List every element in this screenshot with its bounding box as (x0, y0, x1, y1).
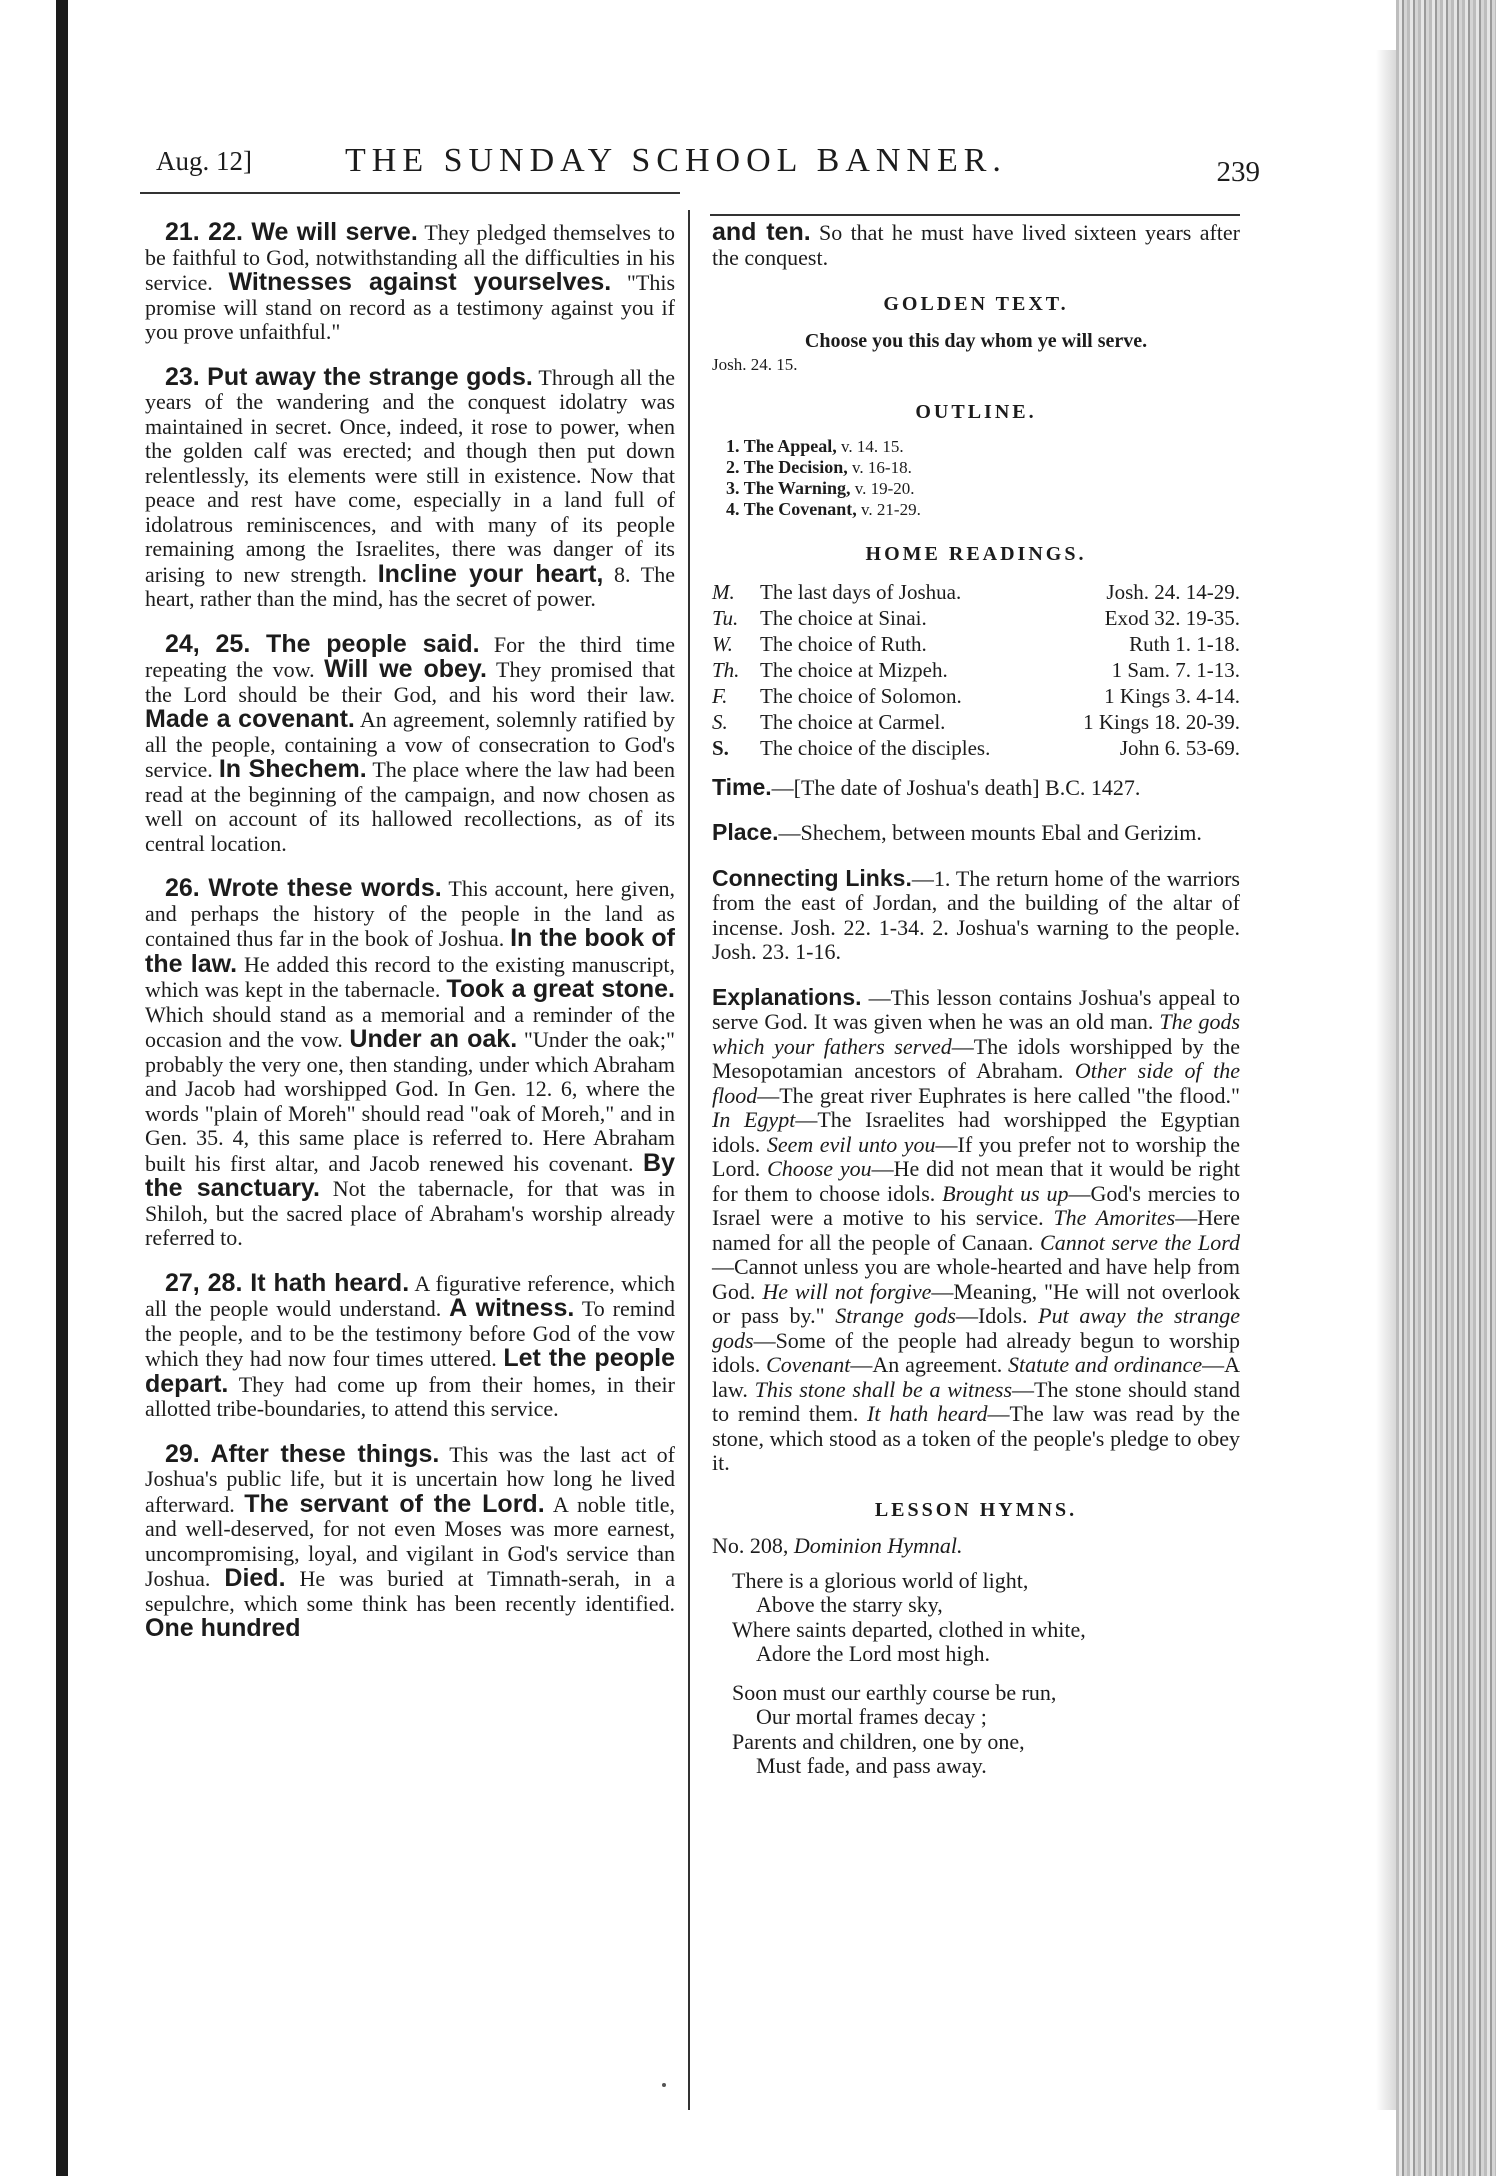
place-paragraph (712, 820, 1240, 846)
note-text: They pledged themselves to be faithful to God, notwithstanding all the difficulties in his service. (145, 220, 675, 295)
outline-item: 1. The Appeal, v. 14. 15. (726, 436, 904, 456)
verse-line: Adore the Lord most high. (756, 1641, 991, 1666)
note-text: To remind the people, and to be the testimony before God of the vow which they had now four times uttered. (145, 1296, 675, 1371)
explanation-text: —The idols worshipped by the Mesopotamian ancestors of Abraham. (712, 1033, 1240, 1083)
note-text: They had come up from their homes, in their allotted tribe-boundaries, to attend this service. (145, 1371, 675, 1421)
note-text: 8. The heart, rather than the mind, has the secret of power. (145, 561, 675, 611)
note-text: This was the last act of Joshua's public life, but it is uncertain how long he lived afterward. (145, 1441, 675, 1517)
explanation-text: —Here named for all the people of Canaan. (712, 1205, 1240, 1255)
explanation-term: This stone shall be a witness (754, 1376, 1013, 1402)
verse-line: Parents and children, one by one, (732, 1728, 1025, 1754)
note-keyword: 27, 28. It hath heard. (165, 1268, 410, 1297)
explanation-text: —The stone should stand to remind them. (712, 1376, 1241, 1426)
golden-text-heading: GOLDEN TEXT. (883, 293, 1069, 315)
explanation-term: He will not forgive (762, 1278, 932, 1304)
explanation-text: —If you prefer not to worship the Lord. (712, 1131, 1240, 1181)
note-text: Which should stand as a memorial and a reminder of the occasion and the vow. (145, 1001, 675, 1052)
note-keyword: 24, 25. The people said. (165, 629, 480, 658)
note-text: They promised that the Lord should be their God, and his word their law. (145, 657, 676, 707)
note-keyword: and ten. (712, 218, 811, 246)
note-keyword: 23. Put away the strange gods. (165, 362, 533, 391)
explanation-term: Brought us up (942, 1180, 1069, 1206)
print-speck (662, 2083, 666, 2087)
hymn-number: No. 208, (712, 1533, 789, 1558)
reading-row: Th. The choice at Mizpeh. 1 Sam. 7. 1-13. (712, 657, 1240, 682)
explanation-text: —The law was read by the stone, which stood as a token of the people's pledge to obey it. (712, 1401, 1240, 1475)
explanation-text: —Some of the people had already begun to worship idols. (712, 1327, 1240, 1377)
note-text: He added this record to the existing manuscript, which was kept in the tabernacle. (145, 951, 676, 1002)
explanation-text: —The Israelites had worshipped the Egyptian idols. (712, 1107, 1240, 1157)
outline-heading: OUTLINE. (915, 400, 1037, 423)
verse-line: Where saints departed, clothed in white, (732, 1616, 1086, 1642)
explanation-text: —Idols. (955, 1303, 1039, 1328)
note-text: "This promise will stand on record as a testimony against you if you prove unfaithful." (145, 270, 676, 344)
connecting-links-label: Connecting Links. (712, 864, 912, 891)
place-text: —Shechem, between mounts Ebal and Gerizim. (778, 820, 1202, 845)
explanation-text: —God's mercies to Israel were a motive to his service. (712, 1180, 1241, 1230)
note-keyword: The servant of the Lord. (244, 1489, 545, 1518)
note-keyword: A witness. (449, 1294, 575, 1322)
home-readings-heading: HOME READINGS. (865, 543, 1087, 565)
verse-line: Above the starry sky, (756, 1592, 943, 1617)
explanation-term: Seem evil unto you (766, 1131, 936, 1157)
note-keyword: In Shechem. (218, 755, 367, 783)
page-curl-shadow (1376, 50, 1396, 2110)
time-text: —[The date of Joshua's death] B.C. 1427. (771, 774, 1141, 800)
explanation-text: —Cannot unless you are whole-hearted and have help from God. (712, 1254, 1240, 1304)
hymn-source: Dominion Hymnal. (793, 1533, 963, 1558)
note-keyword: 26. Wrote these words. (165, 874, 442, 902)
page-number: 239 (1216, 156, 1260, 188)
note-keyword: Incline your heart, (377, 559, 604, 588)
explanation-text: —The great river Euphrates is here called "the flood." (757, 1082, 1240, 1108)
note-keyword: One hundred (145, 1614, 301, 1642)
note-keyword: Witnesses against yourselves. (228, 268, 612, 296)
note-text: Through all the years of the wandering and the conquest idolatry was maintained in secret. Once, indeed, it rose to power, when the golden calf was erected; and though then put down relentlessly, its elements were still in existence. Now that peace and rest have come, especially in a land full of idolatrous reminiscences, and with many of its people remaining among the Israelites, there was danger of its arising to new strength. (145, 364, 675, 587)
outline-item: 3. The Warning, v. 19-20. (726, 478, 915, 498)
reading-row: Tu. The choice at Sinai. Exod 32. 19-35. (712, 605, 1240, 630)
note-keyword: Died. (224, 1564, 286, 1592)
note-paragraph (145, 362, 675, 612)
verse-line: Our mortal frames decay ; (756, 1704, 987, 1729)
reading-row: S. The choice at Carmel. 1 Kings 18. 20-39. (712, 709, 1240, 734)
explanation-text: —Meaning, "He will not overlook or pass by." (712, 1278, 1241, 1328)
note-keyword: Let the people depart. (145, 1344, 675, 1398)
note-text: "Under the oak;" probably the very one, then standing, under which Abraham and Jacob had worshipped God. In Gen. 12. 6, where the words "plain of Moreh" should read "oak of Moreh," and in Gen. 35. 4, this same place is referred to. Here Abraham built his first altar, and Jacob renewed his covenant. (145, 1027, 675, 1176)
note-keyword: Made a covenant. (145, 705, 355, 733)
hymn-reference (712, 1534, 1240, 1559)
note-paragraph (145, 629, 676, 857)
header-title: THE SUNDAY SCHOOL BANNER. (345, 142, 1007, 179)
explanation-term: In Egypt (712, 1107, 796, 1132)
reading-row: S. The choice of the disciples. John 6. 53-69. (712, 735, 1240, 760)
explanations-label: Explanations. (712, 983, 862, 1010)
note-text: A figurative reference, which all the people would understand. (145, 1270, 675, 1321)
place-label: Place. (712, 819, 779, 845)
note-paragraph (145, 220, 675, 345)
explanation-text: —A law. (712, 1352, 1240, 1402)
explanation-text: —He did not mean that it would be right for them to choose idols. (712, 1156, 1240, 1206)
explanation-text: —This lesson contains Joshua's appeal to serve God. It was given when he was an old man. (712, 984, 1240, 1034)
hymn-verse (732, 1569, 1240, 1667)
note-keyword: By the sanctuary. (145, 1148, 675, 1202)
note-text: He was buried at Timnath-serah, in a sepulchre, which some think has been recently identified. (145, 1566, 676, 1616)
note-keyword: In the book of the law. (145, 924, 676, 978)
explanation-term: Cannot serve the Lord (1040, 1229, 1240, 1255)
note-keyword: Under an oak. (349, 1025, 518, 1053)
explanation-term: Choose you (767, 1156, 872, 1181)
note-paragraph (145, 1439, 676, 1642)
header-rule-right (710, 214, 1240, 216)
hymn-verse (732, 1681, 1240, 1779)
note-text: The place where the law had been read at the beginning of the campaign, and now chosen as well on account of its hallowed recollections, as of its central location. (145, 757, 676, 856)
verse-line: Soon must our earthly course be run, (732, 1679, 1057, 1705)
running-header (140, 130, 1260, 190)
explanation-text: —An agreement. (850, 1352, 1009, 1377)
right-column (712, 220, 1240, 1793)
note-text: This account, here given, and perhaps the history of the people in the land as contained thus far in the book of Joshua. (145, 876, 675, 951)
verse-line: There is a glorious world of light, (732, 1567, 1029, 1593)
magazine-page (140, 130, 1260, 1778)
explanations-paragraph (712, 985, 1240, 1476)
lesson-hymns-heading: LESSON HYMNS. (874, 1498, 1078, 1521)
explanation-term: Strange gods (835, 1303, 956, 1328)
note-keyword: 29. After these things. (165, 1439, 440, 1468)
time-label: Time. (712, 773, 772, 800)
binding-gutter-line (56, 0, 68, 2176)
note-text: For the third time repeating the vow. (145, 631, 675, 682)
note-text: Not the tabernacle, for that was in Shiloh, but the sacred place of Abraham's worship already referred to. (145, 1176, 675, 1250)
connecting-links-paragraph (712, 866, 1240, 965)
explanation-term: Statute and ordinance (1008, 1352, 1203, 1377)
note-text: So that he must have lived sixteen years after the conquest. (712, 220, 1240, 270)
golden-text-reference: Josh. 24. 15. (712, 355, 798, 374)
explanation-term: The gods which your fathers served (712, 1009, 1241, 1059)
connecting-links-text: —1. The return home of the warriors from the east of Jordan, and the building of the altar of incense. Josh. 22. 1-34. 2. Joshua's warning to the people. Josh. 23. 1-16. (712, 865, 1240, 964)
reading-row: F. The choice of Solomon. 1 Kings 3. 4-14. (712, 683, 1240, 708)
outline-item: 2. The Decision, v. 16-18. (726, 457, 912, 477)
note-keyword: Will we obey. (324, 655, 487, 683)
book-page-edges (1396, 0, 1496, 2176)
time-paragraph (712, 775, 1240, 801)
column-divider (688, 210, 690, 2110)
golden-text: Choose you this day whom ye will serve. (804, 329, 1148, 352)
note-paragraph (145, 876, 675, 1251)
reading-row: W. The choice of Ruth. Ruth 1. 1-18. (712, 631, 1240, 656)
note-keyword: 21. 22. We will serve. (165, 218, 418, 246)
explanation-term: Covenant (766, 1352, 851, 1377)
explanation-term: The Amorites (1053, 1205, 1176, 1230)
explanation-term: It hath heard (867, 1401, 988, 1426)
note-keyword: Took a great stone. (446, 975, 676, 1003)
home-readings-table (712, 579, 1240, 761)
explanation-term: Other side of the flood (712, 1058, 1240, 1108)
header-rule-left (140, 192, 680, 194)
note-paragraph (145, 1268, 675, 1422)
left-column (145, 220, 675, 1662)
header-date: Aug. 12] (156, 146, 252, 176)
reading-row: M. The last days of Joshua. Josh. 24. 14-29. (712, 579, 1240, 604)
explanation-term: Put away the strange gods (712, 1303, 1241, 1353)
note-text: A noble title, and well-deserved, for not even Moses was more earnest, uncompromising, loyal, and vigilant in God's service than Joshua. (145, 1491, 675, 1591)
continuation-paragraph (712, 220, 1240, 270)
note-text: An agreement, solemnly ratified by all the people, containing a vow of consecration to God's service. (145, 707, 676, 782)
verse-line: Must fade, and pass away. (756, 1753, 987, 1778)
outline-list (726, 436, 1240, 520)
outline-item: 4. The Covenant, v. 21-29. (726, 499, 921, 519)
